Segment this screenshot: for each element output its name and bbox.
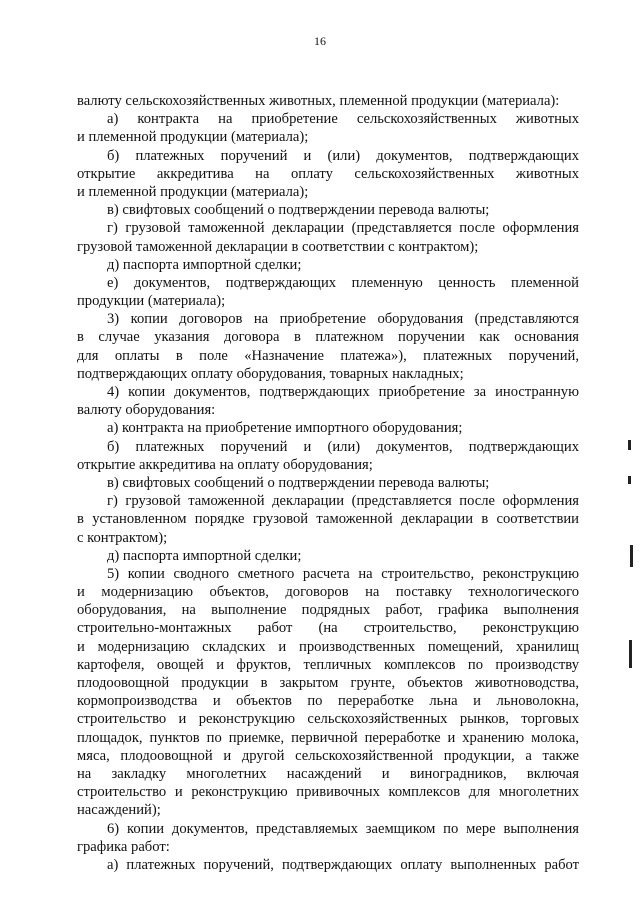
text-line: б) платежных поручений и (или) документов, подтверждающих — [107, 147, 579, 164]
text-line: г) грузовой таможенной декларации (представляется после оформления — [107, 493, 579, 510]
text-line: продукции (материала); — [77, 293, 226, 310]
text-line: в установленном порядке грузовой таможенной декларации в соответствии — [77, 511, 579, 528]
text-line: а) платежных поручений, подтверждающих оплату выполненных работ — [107, 856, 579, 873]
document-body — [77, 92, 579, 874]
scan-artifact-right — [629, 640, 632, 668]
text-line: в) свифтовых сообщений о подтверждении перевода валюты; — [107, 202, 490, 219]
text-line: и модернизацию объектов, договоров на поставку технологического — [77, 584, 579, 601]
text-line: мяса, плодоовощной и другой сельскохозяйственной продукции, а также — [77, 747, 579, 764]
text-line: строительство и реконструкцию сельскохозяйственных рынков, торговых — [77, 711, 579, 728]
scan-artifact-right — [628, 476, 631, 484]
text-line: строительно-монтажных работ (на строительство, реконструкцию — [77, 620, 579, 637]
text-line: а) контракта на приобретение сельскохозяйственных животных — [107, 111, 579, 128]
text-line: в случае указания договора в платежном поручении как основания — [77, 329, 579, 346]
text-line: 3) копии договоров на приобретение оборудования (представляются — [107, 311, 579, 328]
text-line: подтверждающих оплату оборудования, товарных накладных; — [77, 365, 464, 382]
page-number: 16 — [314, 34, 326, 48]
text-line: в) свифтовых сообщений о подтверждении перевода валюты; — [107, 474, 490, 491]
text-line: валюту сельскохозяйственных животных, племенной продукции (материала): — [77, 93, 560, 109]
text-line: для оплаты в поле «Назначение платежа»), платежных поручений, — [77, 347, 579, 364]
text-line: кормопроизводства и объектов по переработке льна и льноволокна, — [77, 693, 579, 710]
scan-artifact-right — [628, 440, 631, 450]
text-line: открытие аккредитива на оплату сельскохозяйственных животных — [77, 165, 579, 182]
text-line: на закладку многолетних насаждений и виноградников, включая — [77, 765, 579, 782]
text-line: б) платежных поручений и (или) документов, подтверждающих — [107, 438, 579, 455]
text-line: д) паспорта импортной сделки; — [107, 547, 302, 564]
text-line: насаждений); — [77, 802, 161, 819]
text-line: площадок, пунктов по приемке, первичной переработке и хранению молока, — [77, 729, 579, 746]
text-line: оборудования, на выполнение подрядных работ, графика выполнения — [77, 602, 579, 619]
text-line: строительство и реконструкцию прививочных комплексов для многолетних — [77, 784, 579, 801]
text-line: 4) копии документов, подтверждающих приобретение за иностранную — [107, 384, 579, 400]
text-line: 5) копии сводного сметного расчета на строительство, реконструкцию — [107, 565, 579, 582]
text-line: картофеля, овощей и фруктов, тепличных комплексов по производству — [77, 656, 579, 673]
text-line: плодоовощной продукции в закрытом грунте, объектов животноводства, — [77, 675, 579, 691]
text-line: и племенной продукции (материала); — [77, 129, 309, 146]
text-line: валюту оборудования: — [77, 402, 216, 419]
text-line: графика работ: — [77, 838, 170, 855]
text-line: 6) копии документов, представляемых заемщиком по мере выполнения — [107, 820, 579, 837]
text-line: и племенной продукции (материала); — [77, 183, 309, 200]
text-line: и модернизацию складских и производственных помещений, хранилищ — [77, 638, 579, 655]
text-line: е) документов, подтверждающих племенную ценность племенной — [107, 274, 579, 291]
text-line: г) грузовой таможенной декларации (представляется после оформления — [107, 220, 579, 237]
text-line: открытие аккредитива на оплату оборудования; — [77, 456, 373, 473]
text-line: с контрактом); — [77, 529, 168, 546]
text-line: д) паспорта импортной сделки; — [107, 256, 302, 273]
text-line: грузовой таможенной декларации в соответствии с контрактом); — [77, 238, 479, 255]
scan-artifact-right — [630, 545, 633, 567]
text-line: а) контракта на приобретение импортного оборудования; — [107, 420, 463, 437]
